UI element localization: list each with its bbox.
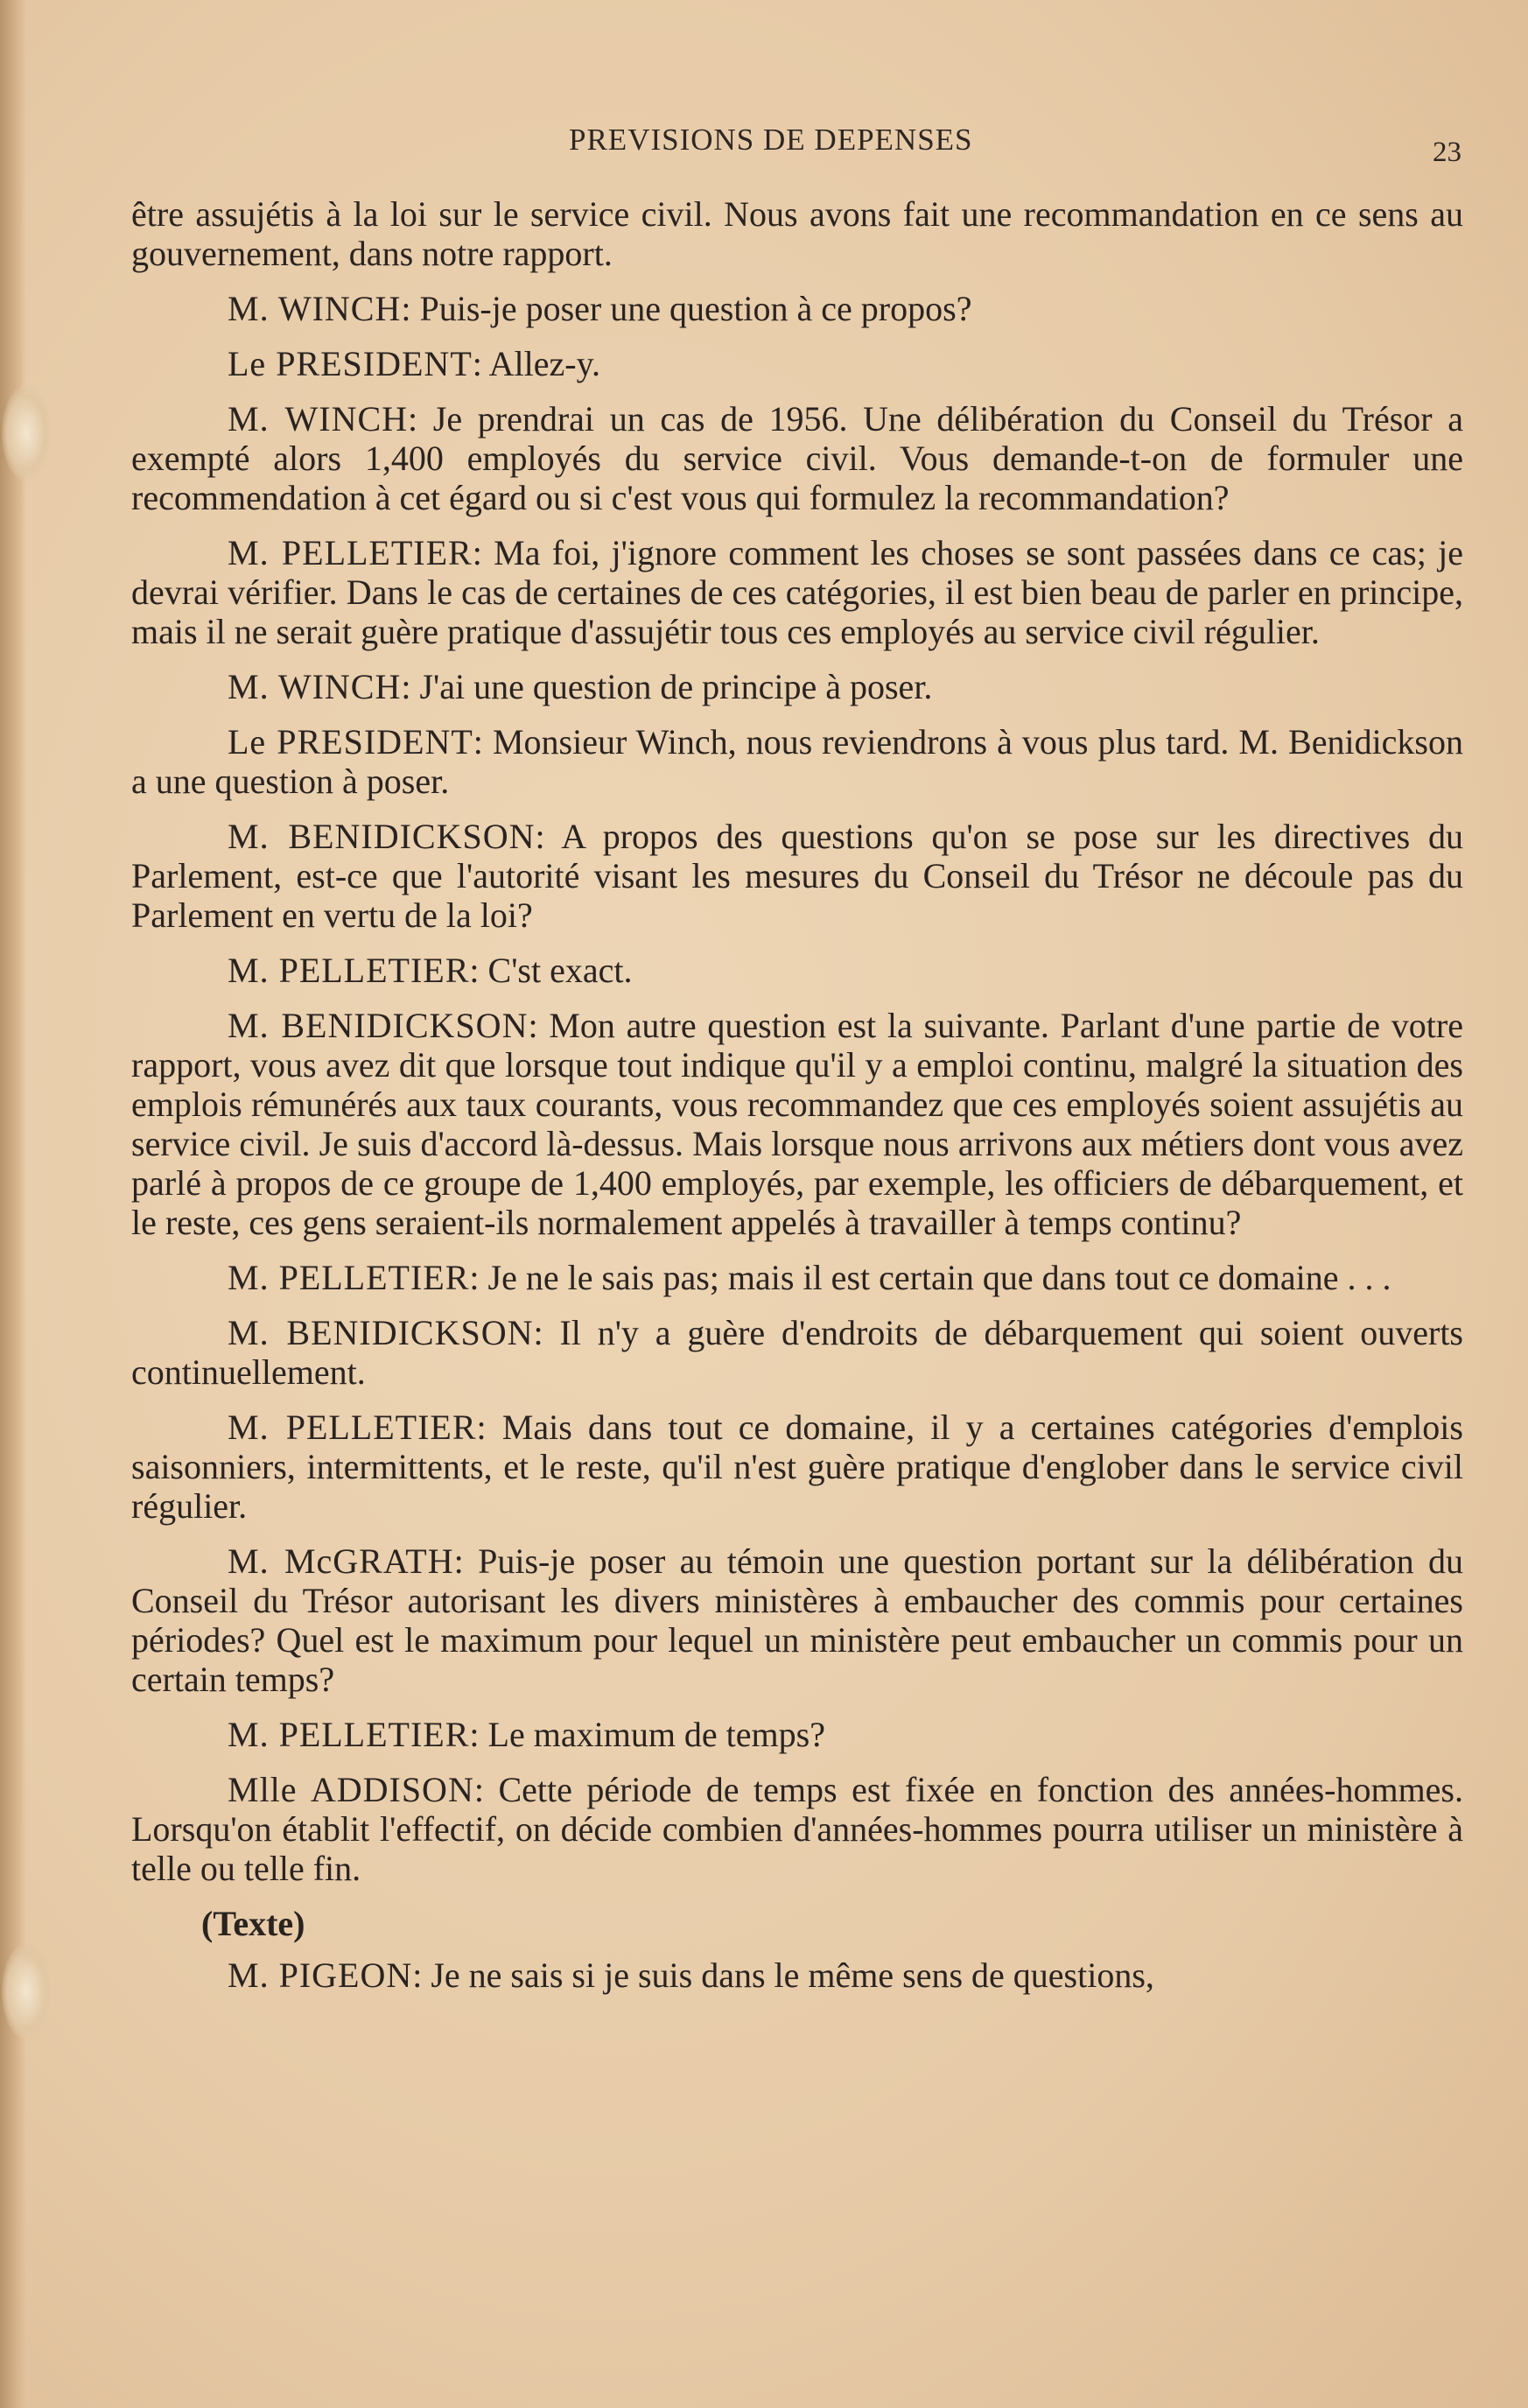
speaker-name: M. PELLETIER bbox=[228, 951, 470, 990]
paragraph bbox=[131, 1006, 1463, 1242]
page-number: 23 bbox=[1433, 137, 1461, 168]
paragraph-text: : Ma foi, j'ignore comment les choses se sont passées dans ce cas; je devrai vérifier. Dans le cas de certaines de ces catégories, il est bien beau de parler en principe, mais il ne serait guère pratique d'assujétir tous ces employés au service civil régulier. bbox=[131, 533, 1463, 651]
paragraph bbox=[131, 722, 1463, 801]
paragraph bbox=[131, 194, 1463, 273]
paragraph bbox=[131, 1408, 1463, 1526]
speaker-name: M. BENIDICKSON bbox=[228, 1006, 529, 1045]
speaker-name: M. BENIDICKSON bbox=[228, 817, 536, 856]
paragraph bbox=[131, 1715, 1463, 1754]
paragraph bbox=[131, 399, 1463, 517]
page-header bbox=[0, 123, 1528, 166]
speaker-name: Le PRESIDENT bbox=[228, 344, 473, 383]
binding-hole-bottom bbox=[2, 1943, 51, 2039]
speaker-name: M. WINCH bbox=[228, 667, 402, 706]
paragraph-text: : Allez-y. bbox=[472, 344, 601, 383]
paragraph-text: : Je ne sais si je suis dans le même sens de questions, bbox=[412, 1955, 1154, 1995]
paragraph bbox=[131, 1313, 1463, 1392]
paragraph-text: : Il n'y a guère d'endroits de débarquement qui soient ouverts continuellement. bbox=[131, 1313, 1463, 1392]
paragraph bbox=[131, 951, 1463, 990]
paragraph-text: : Monsieur Winch, nous reviendrons à vous plus tard. M. Benidickson a une question à poser. bbox=[131, 722, 1463, 801]
paragraph-text: : Le maximum de temps? bbox=[469, 1715, 825, 1754]
speaker-name: M. WINCH bbox=[228, 399, 409, 439]
speaker-name: M. WINCH bbox=[228, 289, 402, 328]
speaker-name: M. PELLETIER bbox=[228, 1715, 470, 1754]
paragraph-text: : Cette période de temps est fixée en fonction des années-hommes. Lorsqu'on établit l'effectif, on décide combien d'années-hommes pourra utiliser un ministère à telle ou telle fin. bbox=[131, 1770, 1464, 1888]
speaker-name: Mlle ADDISON bbox=[228, 1770, 474, 1809]
paragraph-text: : Puis-je poser une question à ce propos? bbox=[401, 289, 972, 328]
paragraph-text: : Mais dans tout ce domaine, il y a certaines catégories d'emplois saisonniers, intermittents, et le reste, qu'il n'est guère pratique d'englober dans le service civil régulier. bbox=[131, 1408, 1463, 1526]
binding-hole-top bbox=[2, 385, 51, 481]
paragraph-text: : C'st exact. bbox=[469, 951, 633, 990]
paragraph-text: : Puis-je poser au témoin une question portant sur la délibération du Conseil du Trésor autorisant les divers ministères à embaucher des commis pour certaines périodes? Quel est le maximum pour lequel un ministère peut embaucher un commis pour un certain temps? bbox=[131, 1541, 1463, 1699]
paragraph bbox=[131, 344, 1463, 383]
speaker-name: M. McGRATH bbox=[228, 1541, 454, 1581]
speaker-name: M. PIGEON bbox=[228, 1955, 413, 1995]
book-spine-shadow bbox=[0, 0, 26, 2408]
page-body bbox=[131, 194, 1463, 2011]
paragraph bbox=[131, 289, 1463, 328]
speaker-name: M. PELLETIER bbox=[228, 1258, 470, 1297]
paragraph bbox=[131, 533, 1463, 651]
paragraph bbox=[131, 1541, 1463, 1699]
paragraph-text: : A propos des questions qu'on se pose sur les directives du Parlement, est-ce que l'autorité visant les mesures du Conseil du Trésor ne découle pas du Parlement en vertu de la loi? bbox=[131, 817, 1463, 935]
paragraph bbox=[131, 817, 1463, 935]
speaker-name: M. BENIDICKSON bbox=[228, 1313, 534, 1352]
paragraph bbox=[131, 1258, 1463, 1297]
paragraph-text: : Je prendrai un cas de 1956. Une délibération du Conseil du Trésor a exempté alors 1,400 employés du service civil. Vous demande-t-on de formuler une recommendation à cet égard ou si c'est vous qui formulez la recommandation? bbox=[131, 399, 1463, 517]
paragraph bbox=[131, 667, 1463, 706]
speaker-name: M. PELLETIER bbox=[228, 1408, 477, 1447]
paragraph-text: être assujétis à la loi sur le service civil. Nous avons fait une recommandation en ce sens au gouvernement, dans notre rapport. bbox=[131, 194, 1463, 273]
speaker-name: M. PELLETIER bbox=[228, 533, 473, 572]
paragraph-text: : Mon autre question est la suivante. Parlant d'une partie de votre rapport, vous avez dit que lorsque tout indique qu'il y a emploi continu, malgré la situation des emplois rémunérés aux taux courants, vous recommandez que ces employés soient assujétis au service civil. Je suis d'accord là-dessus. Mais lorsque nous arrivons aux métiers dont vous avez parlé à propos de ce groupe de 1,400 employés, par exemple, les officiers de débarquement, et le reste, ces gens seraient-ils normalement appelés à travailler à temps continu? bbox=[131, 1006, 1463, 1242]
section-heading: (Texte) bbox=[201, 1904, 305, 1943]
running-title: PREVISIONS DE DEPENSES bbox=[569, 123, 973, 157]
paragraph-text: : Je ne le sais pas; mais il est certain que dans tout ce domaine . . . bbox=[469, 1258, 1391, 1297]
paragraph bbox=[131, 1955, 1463, 1995]
paragraph-text: : J'ai une question de principe à poser. bbox=[401, 667, 933, 706]
paragraph bbox=[131, 1770, 1463, 1888]
speaker-name: Le PRESIDENT bbox=[228, 722, 473, 762]
